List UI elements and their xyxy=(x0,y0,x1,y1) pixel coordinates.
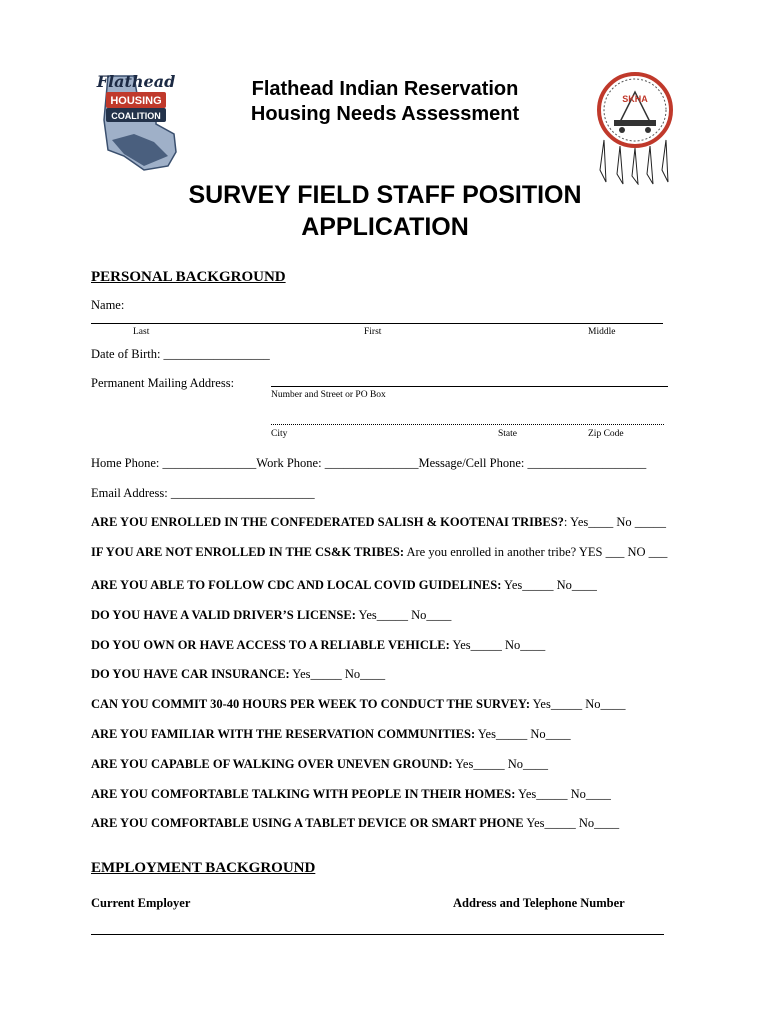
street-hint: Number and Street or PO Box xyxy=(271,390,386,400)
answer-options[interactable]: Yes_____ No____ xyxy=(523,816,620,830)
header-title-line1: Flathead Indian Reservation xyxy=(251,78,519,100)
main-title-line2: APPLICATION xyxy=(301,213,469,241)
question-row[interactable] xyxy=(91,787,611,802)
question-row[interactable] xyxy=(91,667,385,682)
street-input-line[interactable] xyxy=(271,386,668,387)
question-row[interactable] xyxy=(91,608,451,623)
header-title-line2: Housing Needs Assessment xyxy=(250,103,520,125)
employment-background-heading: EMPLOYMENT BACKGROUND xyxy=(91,860,316,876)
name-first-hint: First xyxy=(364,327,382,337)
email-field[interactable]: Email Address: _______________________ xyxy=(91,486,315,500)
answer-options[interactable]: Yes_____ No____ xyxy=(515,787,611,801)
svg-text:COALITION: COALITION xyxy=(111,111,161,121)
answer-options[interactable]: Yes_____ No____ xyxy=(449,638,546,652)
question-row[interactable] xyxy=(91,638,545,653)
answer-options[interactable]: Yes_____ No____ xyxy=(529,697,626,711)
state-hint: State xyxy=(498,429,517,439)
question-text: ARE YOU ENROLLED IN THE CONFEDERATED SALISH & KOOTENAI TRIBES? xyxy=(91,515,564,529)
question-row[interactable] xyxy=(91,578,597,593)
answer-options[interactable]: Yes_____ No____ xyxy=(452,757,548,771)
question-row[interactable] xyxy=(91,545,667,560)
main-title-line1: SURVEY FIELD STAFF POSITION xyxy=(188,181,582,209)
address-phone-label: Address and Telephone Number xyxy=(453,896,625,910)
phone-fields[interactable]: Home Phone: _______________Work Phone: _______________Message/Cell Phone: ___________________ xyxy=(91,456,647,470)
answer-options[interactable]: Yes_____ No____ xyxy=(289,667,386,681)
question-text: ARE YOU ABLE TO FOLLOW CDC AND LOCAL COVID GUIDELINES: xyxy=(91,578,502,592)
question-row[interactable] xyxy=(91,816,619,831)
answer-options[interactable]: : Yes____ No _____ xyxy=(563,515,667,529)
question-row[interactable] xyxy=(91,727,571,742)
zip-hint: Zip Code xyxy=(588,429,624,439)
question-text: DO YOU OWN OR HAVE ACCESS TO A RELIABLE VEHICLE: xyxy=(91,638,450,652)
question-text: DO YOU HAVE CAR INSURANCE: xyxy=(91,667,290,681)
employer-input-line[interactable] xyxy=(91,934,664,935)
question-row[interactable] xyxy=(91,697,626,712)
date-of-birth-field[interactable]: Date of Birth: _________________ xyxy=(91,347,270,361)
question-text: CAN YOU COMMIT 30-40 HOURS PER WEEK TO CONDUCT THE SURVEY: xyxy=(91,697,530,711)
question-row[interactable] xyxy=(91,515,666,530)
svg-text:Flathead: Flathead xyxy=(96,72,176,91)
question-text: ARE YOU CAPABLE OF WALKING OVER UNEVEN GROUND: xyxy=(91,757,453,771)
city-hint: City xyxy=(271,429,288,439)
svg-text:HOUSING: HOUSING xyxy=(110,95,162,107)
city-state-zip-input-line[interactable] xyxy=(271,424,664,425)
mailing-address-label: Permanent Mailing Address: xyxy=(91,376,235,390)
name-last-hint: Last xyxy=(133,327,150,337)
name-label: Name: xyxy=(91,298,125,312)
question-text: IF YOU ARE NOT ENROLLED IN THE CS&K TRIBES: xyxy=(91,545,405,559)
answer-options[interactable]: Are you enrolled in another tribe? YES ___ NO ___ xyxy=(404,545,668,559)
answer-options[interactable]: Yes_____ No____ xyxy=(475,727,571,741)
name-middle-hint: Middle xyxy=(588,327,616,337)
question-text: ARE YOU COMFORTABLE USING A TABLET DEVICE OR SMART PHONE xyxy=(91,816,524,830)
question-text: DO YOU HAVE A VALID DRIVER’S LICENSE: xyxy=(91,608,356,622)
name-input-line[interactable] xyxy=(91,323,663,324)
question-row[interactable] xyxy=(91,757,548,772)
answer-options[interactable]: Yes_____ No____ xyxy=(501,578,597,592)
question-text: ARE YOU COMFORTABLE TALKING WITH PEOPLE IN THEIR HOMES: xyxy=(91,787,516,801)
svg-text:SKHA: SKHA xyxy=(622,94,648,104)
personal-background-heading: PERSONAL BACKGROUND xyxy=(91,269,286,285)
answer-options[interactable]: Yes_____ No____ xyxy=(355,608,452,622)
current-employer-label: Current Employer xyxy=(91,896,191,910)
question-text: ARE YOU FAMILIAR WITH THE RESERVATION COMMUNITIES: xyxy=(91,727,476,741)
